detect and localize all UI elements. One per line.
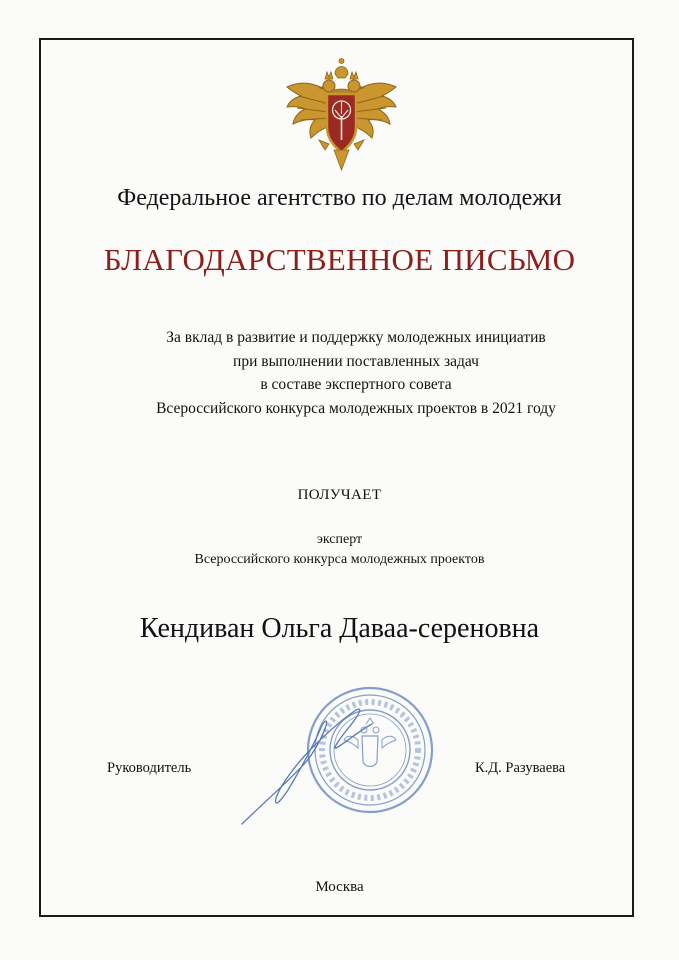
eagle-emblem-icon xyxy=(279,52,404,177)
official-seal-icon xyxy=(240,678,445,828)
role-line: Всероссийского конкурса молодежных проектов xyxy=(194,552,485,567)
reason-line: в составе экспертного совета xyxy=(260,376,452,393)
city-name: Москва xyxy=(315,879,364,895)
role-line: эксперт xyxy=(316,532,363,547)
recipient-name: Кендиван Ольга Даваа-сереновна xyxy=(139,613,540,644)
receives-label: ПОЛУЧАЕТ xyxy=(297,487,382,503)
recipient-role xyxy=(0,530,679,570)
reason-line: За вклад в развитие и поддержку молодежных инициатив xyxy=(166,329,546,346)
signatory-position: Руководитель xyxy=(107,760,192,776)
reason-line: при выполнении поставленных задач xyxy=(233,352,479,370)
reason-line: Всероссийского конкурса молодежных проектов в 2021 году xyxy=(156,399,556,417)
signatory-name: К.Д. Разуваева xyxy=(475,760,566,776)
reason-text xyxy=(96,326,616,420)
document-title: БЛАГОДАРСТВЕННОЕ ПИСЬМО xyxy=(103,242,576,277)
agency-name: Федеральное агентство по делам молодежи xyxy=(117,185,562,211)
